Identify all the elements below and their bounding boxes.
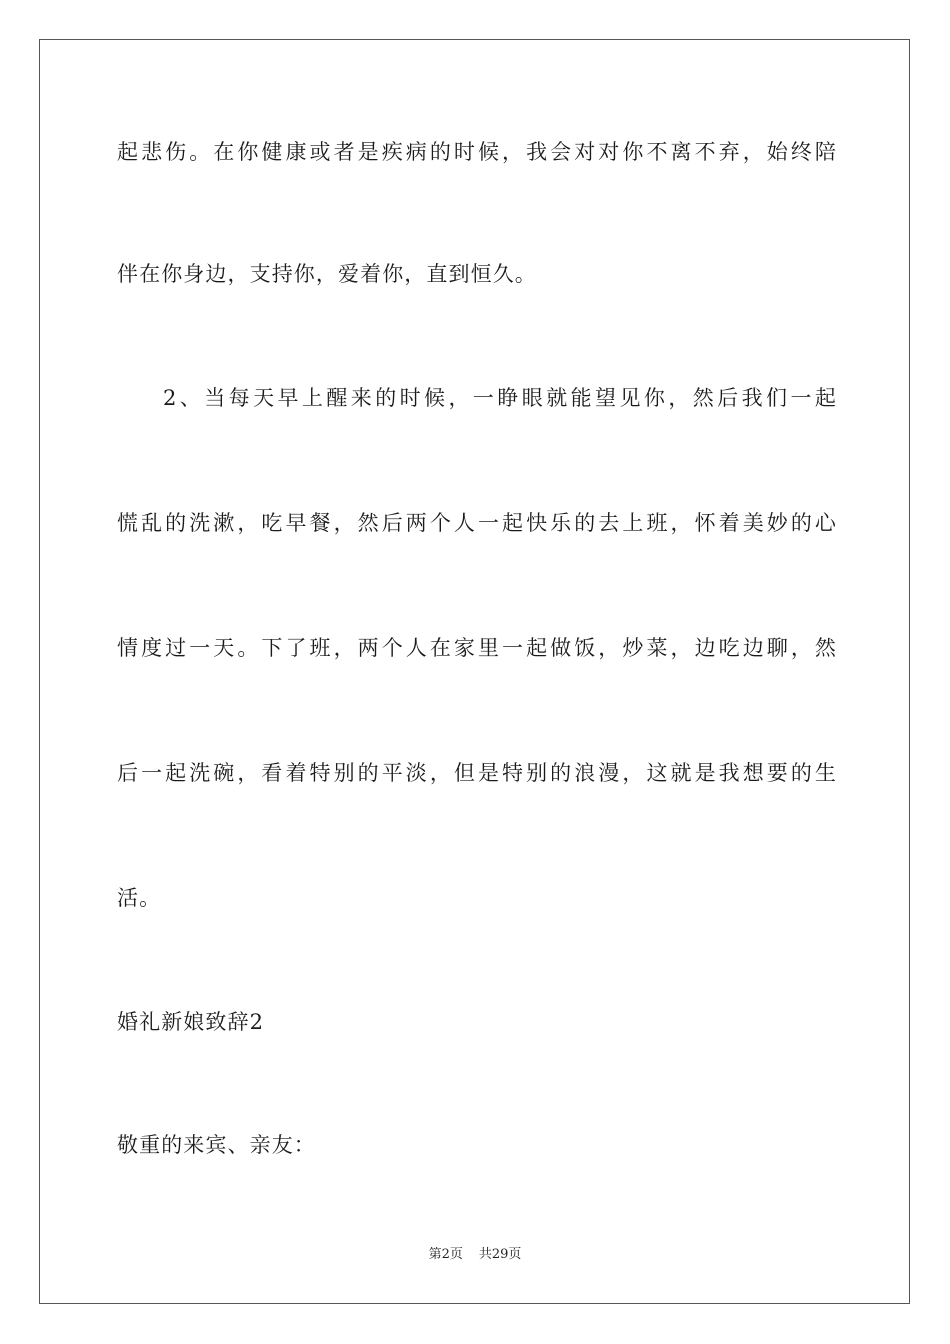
section-heading: 婚礼新娘致辞2 <box>117 1010 265 1034</box>
page-number: 第2页 <box>428 1247 463 1262</box>
paragraph-line-3: 2、当每天早上醒来的时候，一睁眼就能望见你，然后我们一起 <box>163 386 837 410</box>
paragraph-line-5: 情度过一天。下了班，两个人在家里一起做饭，炒菜，边吃边聊，然 <box>117 636 837 660</box>
paragraph-line-4: 慌乱的洗漱，吃早餐，然后两个人一起快乐的去上班，怀着美妙的心 <box>117 511 837 535</box>
paragraph-line-6: 后一起洗碗，看着特别的平淡，但是特别的浪漫，这就是我想要的生 <box>117 761 837 785</box>
paragraph-line-7: 活。 <box>117 886 162 910</box>
paragraph-line-2: 伴在你身边，支持你，爱着你，直到恒久。 <box>117 262 537 286</box>
page-total: 共29页 <box>478 1247 522 1262</box>
page-border <box>39 39 910 1304</box>
salutation-line: 敬重的来宾、亲友： <box>117 1133 316 1157</box>
paragraph-line-1: 起悲伤。在你健康或者是疾病的时候，我会对对你不离不弃，始终陪 <box>117 140 837 164</box>
page-footer <box>0 1246 950 1264</box>
